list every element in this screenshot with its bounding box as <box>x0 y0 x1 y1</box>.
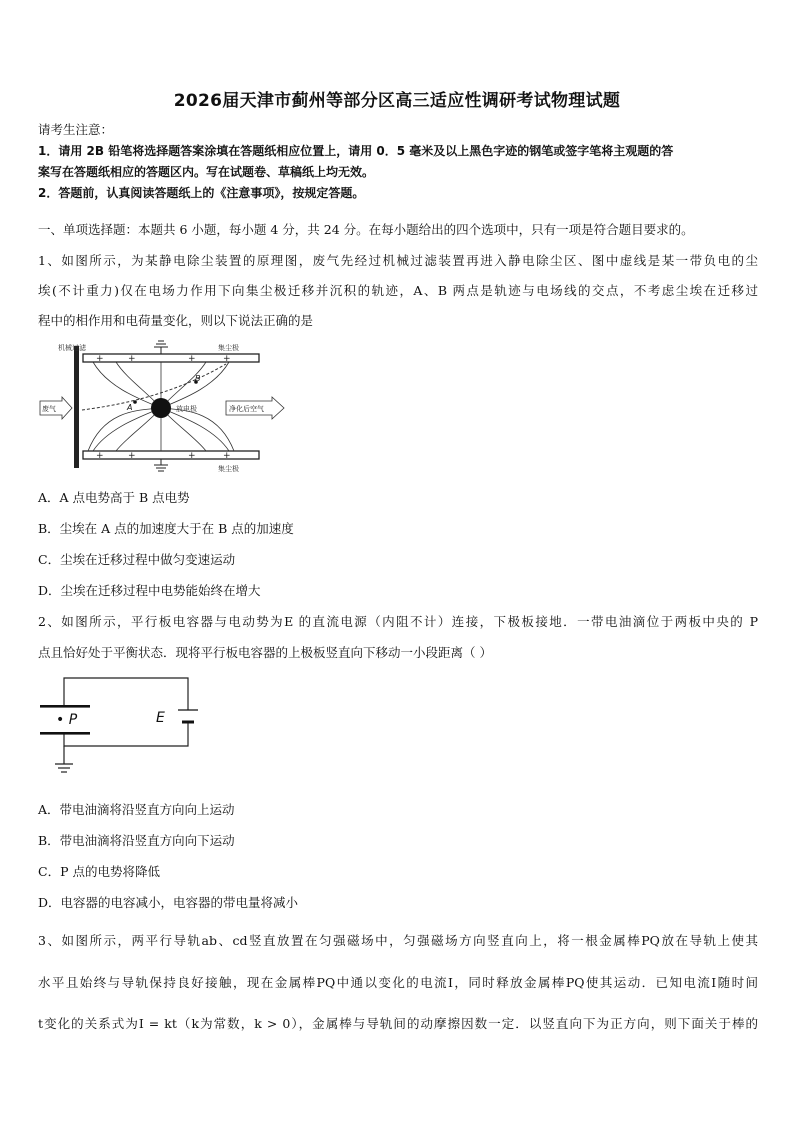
upper-plate <box>40 705 90 708</box>
plus-sign: + <box>128 451 136 461</box>
question-1-option-b: B．尘埃在 A 点的加速度大于在 B 点的加速度 <box>38 521 294 536</box>
page-title: 2026届天津市蓟州等部分区高三适应性调研考试物理试题 <box>173 91 621 111</box>
question-1-option-a: A．A 点电势高于 B 点电势 <box>38 490 190 505</box>
plus-sign: + <box>96 354 104 364</box>
question-2-option-c: C．P 点的电势将降低 <box>38 864 160 879</box>
notice-item-2: 2．答题前，认真阅读答题纸上的《注意事项》，按规定答题。 <box>38 186 365 200</box>
plus-sign: + <box>223 451 231 461</box>
question-2-option-d: D．电容器的电容减小，电容器的带电量将减小 <box>38 895 299 910</box>
filter-label: 机械过滤 <box>58 344 86 352</box>
plus-sign: + <box>188 354 196 364</box>
question-1-option-c: C．尘埃在迁移过程中做匀变速运动 <box>38 552 236 567</box>
question-2-option-a: A．带电油滴将沿竖直方向向上运动 <box>38 802 235 817</box>
emf-label: E <box>156 710 165 726</box>
bottom-collector-plate <box>83 451 259 459</box>
plus-sign: + <box>96 451 104 461</box>
point-p-label: • P <box>56 712 78 728</box>
question-3-line-1: 3、如图所示，两平行导轨ab、cd竖直放置在匀强磁场中，匀强磁场方向竖直向上，将一根金属棒PQ放在导轨上使其 <box>38 933 758 948</box>
notice-item-1-line-2: 案写在答题纸相应的答题区内。写在试题卷、草稿纸上均无效。 <box>38 165 375 179</box>
plus-sign: + <box>128 354 136 364</box>
capacitor-circuit-diagram <box>38 672 204 782</box>
question-1-option-d: D．尘埃在迁移过程中电势能始终在增大 <box>38 583 261 598</box>
question-1-line-1: 1、如图所示，为某静电除尘装置的原理图，废气先经过机械过滤装置再进入静电除尘区、图中虚线是某一带负电的尘 <box>38 253 758 268</box>
notice-item-1-line-1: 1．请用 2B 铅笔将选择题答案涂填在答题纸相应位置上，请用 0．5 毫米及以上黑色字迹的钢笔或签字笔将主观题的答 <box>38 144 674 158</box>
precipitator-diagram <box>38 338 286 474</box>
question-3-line-3: t变化的关系式为I = kt（k为常数，k > 0），金属棒与导轨间的动摩擦因数一定．以竖直向下为正方向，则下面关于棒的 <box>38 1016 758 1031</box>
discharge-electrode <box>151 398 171 418</box>
point-a-label: A <box>127 403 133 412</box>
filter-wall <box>74 346 79 468</box>
question-1-line-2: 埃(不计重力)仅在电场力作用下向集尘极迁移并沉积的轨迹，A、B 两点是轨迹与电场线的交点，不考虑尘埃在迁移过 <box>38 283 758 298</box>
lower-plate <box>40 732 90 735</box>
collector-label-top: 集尘极 <box>218 344 239 352</box>
question-2-option-b: B．带电油滴将沿竖直方向向下运动 <box>38 833 235 848</box>
discharge-label: 放电极 <box>176 405 197 413</box>
question-2-line-1: 2、如图所示，平行板电容器与电动势为E 的直流电源（内阻不计）连接，下极板接地．一带电油滴位于两板中央的 P <box>38 614 758 629</box>
question-3-line-2: 水平且始终与导轨保持良好接触，现在金属棒PQ中通以变化的电流I，同时释放金属棒PQ使其运动．已知电流I随时间 <box>38 975 758 990</box>
clean-air-label: 净化后空气 <box>229 405 264 413</box>
question-2-line-2: 点且恰好处于平衡状态．现将平行板电容器的上极板竖直向下移动一小段距离（ ） <box>38 645 492 660</box>
point-b-label: B <box>195 374 201 383</box>
plus-sign: + <box>223 354 231 364</box>
ground-symbol-bottom <box>154 459 168 471</box>
exhaust-label: 废气 <box>42 405 56 413</box>
plus-sign: + <box>188 451 196 461</box>
notice-heading: 请考生注意： <box>38 122 114 137</box>
ground-symbol-top <box>154 341 168 354</box>
point-a <box>133 400 137 404</box>
section-heading: 一、单项选择题：本题共 6 小题，每小题 4 分，共 24 分。在每小题给出的四个选项中，只有一项是符合题目要求的。 <box>38 222 694 237</box>
collector-label-bottom: 集尘极 <box>218 465 239 473</box>
top-collector-plate <box>83 354 259 362</box>
question-1-line-3: 程中的相作用和电荷量变化，则以下说法正确的是 <box>38 313 314 328</box>
